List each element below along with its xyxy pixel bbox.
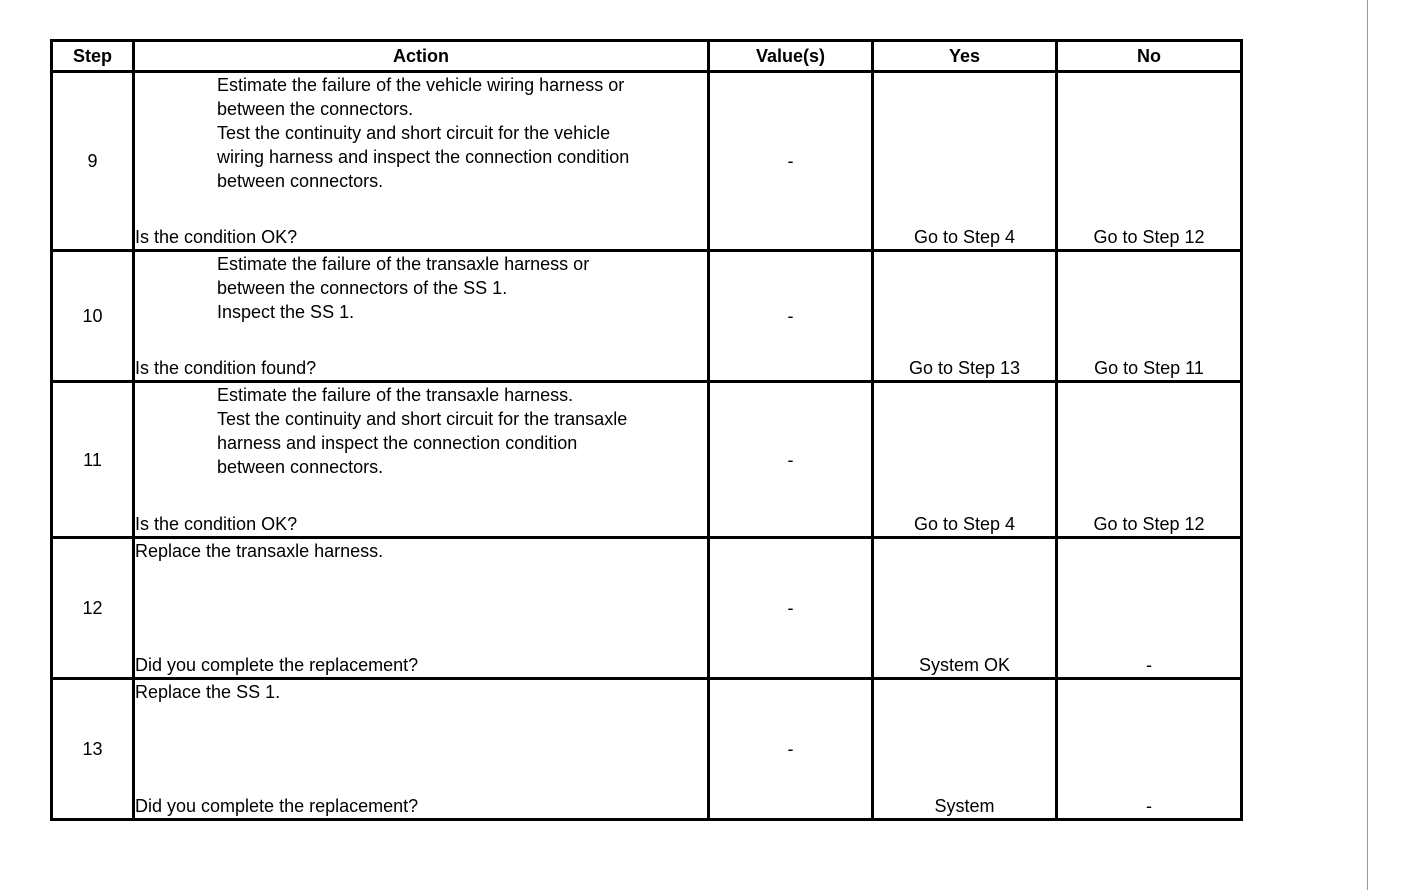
action-text: Replace the SS 1. — [135, 682, 281, 702]
header-values: Value(s) — [709, 41, 873, 72]
step-number: 12 — [52, 538, 134, 679]
table-row — [52, 679, 1242, 820]
header-no: No — [1057, 41, 1242, 72]
value-cell: - — [709, 251, 873, 382]
no-result: Go to Step 11 — [1057, 251, 1242, 382]
action-cell — [134, 679, 709, 820]
header-step: Step — [52, 41, 134, 72]
value-cell: - — [709, 72, 873, 251]
action-question: Did you complete the replacement? — [135, 796, 419, 816]
header-yes: Yes — [873, 41, 1057, 72]
action-question: Did you complete the replacement? — [135, 655, 419, 675]
yes-result: Go to Step 4 — [873, 72, 1057, 251]
step-number: 13 — [52, 679, 134, 820]
no-result: Go to Step 12 — [1057, 72, 1242, 251]
action-text: Estimate the failure of the vehicle wiring harness or between the connectors. Test the continuity and short circuit for the vehicle wiring harness and inspect the connection condition between connectors. — [217, 75, 630, 191]
header-row — [52, 41, 1242, 72]
action-text: Estimate the failure of the transaxle harness or between the connectors of the SS 1. Inspect the SS 1. — [217, 254, 590, 322]
page-edge-divider — [1367, 0, 1368, 890]
table-row — [52, 72, 1242, 251]
action-question: Is the condition OK? — [135, 227, 298, 247]
yes-result: Go to Step 13 — [873, 251, 1057, 382]
diagnostic-table — [50, 39, 1243, 821]
value-cell: - — [709, 538, 873, 679]
action-cell — [134, 251, 709, 382]
action-cell — [134, 538, 709, 679]
table-row — [52, 382, 1242, 538]
action-cell — [134, 72, 709, 251]
action-text: Replace the transaxle harness. — [135, 541, 384, 561]
step-number: 10 — [52, 251, 134, 382]
value-cell: - — [709, 679, 873, 820]
action-cell — [134, 382, 709, 538]
table-row — [52, 251, 1242, 382]
value-cell: - — [709, 382, 873, 538]
yes-result: System — [873, 679, 1057, 820]
yes-result: System OK — [873, 538, 1057, 679]
action-question: Is the condition OK? — [135, 514, 298, 534]
action-text: Estimate the failure of the transaxle harness. Test the continuity and short circuit for the transaxle harness and inspect the connection condition between connectors. — [217, 385, 628, 477]
header-action: Action — [134, 41, 709, 72]
yes-result: Go to Step 4 — [873, 382, 1057, 538]
no-result: - — [1057, 679, 1242, 820]
step-number: 9 — [52, 72, 134, 251]
no-result: - — [1057, 538, 1242, 679]
action-question: Is the condition found? — [135, 358, 317, 378]
table-row — [52, 538, 1242, 679]
no-result: Go to Step 12 — [1057, 382, 1242, 538]
step-number: 11 — [52, 382, 134, 538]
